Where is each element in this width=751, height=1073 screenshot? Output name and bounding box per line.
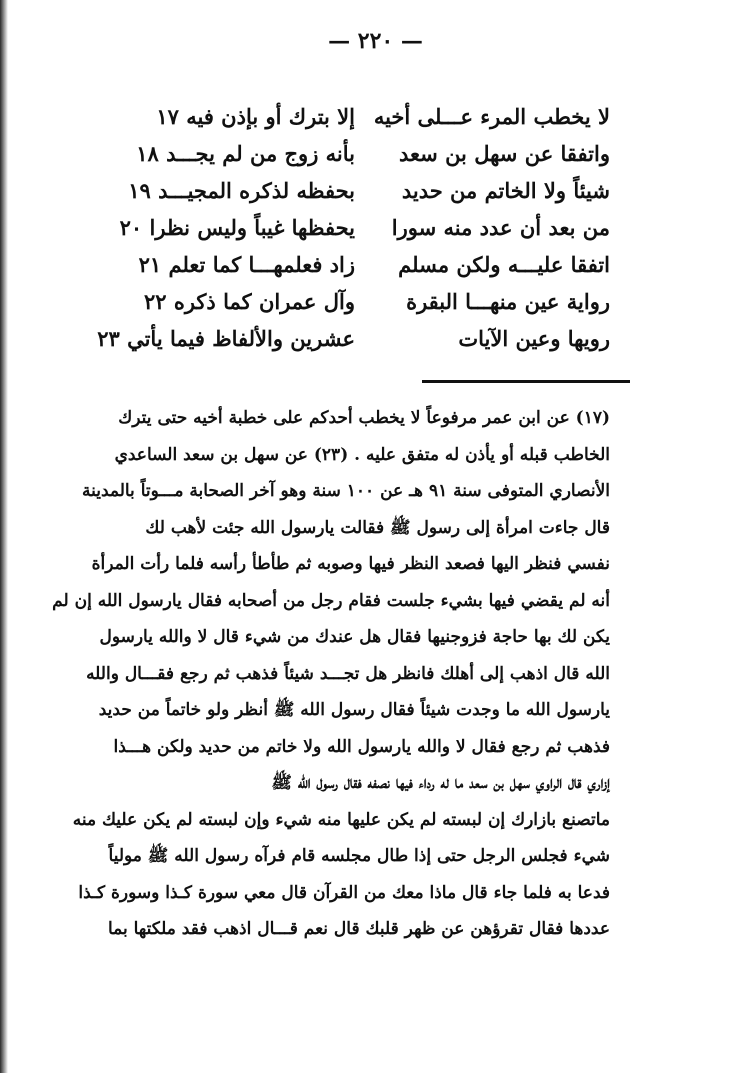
section-divider bbox=[422, 380, 630, 383]
note-line: فدعا به فلما جاء قال ماذا معك من القرآن قال معي سورة كـذا وسورة كـذا bbox=[78, 882, 610, 903]
note-line: أنه لم يقضي فيها بشيء جلست فقام رجل من أصحابه فقال يارسول الله إن لم bbox=[52, 590, 610, 611]
note-line: (١٧) عن ابن عمر مرفوعاً لا يخطب أحدكم على خطبة أخيه حتى يترك bbox=[118, 408, 610, 428]
poem-verse bbox=[110, 283, 610, 320]
poem-verse bbox=[110, 172, 610, 209]
note-line: شيء فجلس الرجل حتى إذا طال مجلسه قام فرآه رسول الله ﷺ مولياً bbox=[108, 846, 610, 866]
poem-verse bbox=[110, 209, 610, 246]
verse-first-hemistich: شيئاً ولا الخاتم من حديد bbox=[401, 178, 610, 203]
verse-second-hemistich: بحفظه لذكره المجيـــد ١٩ bbox=[128, 178, 355, 203]
commentary-notes bbox=[52, 400, 610, 948]
verse-first-hemistich: رواية عين منهـــا البقرة bbox=[406, 289, 610, 314]
verse-second-hemistich: يحفظها غيباً وليس نظرا ٢٠ bbox=[119, 215, 355, 240]
verse-first-hemistich: رويها وعين الآيات bbox=[458, 326, 610, 351]
verse-first-hemistich: اتفقا عليـــه ولكن مسلم bbox=[398, 252, 610, 277]
note-line: الله قال اذهب إلى أهلك فانظر هل تجـــد شيئاً فذهب ثم رجع فقـــال والله bbox=[86, 663, 610, 684]
verse-second-hemistich: وآل عمران كما ذكره ٢٢ bbox=[143, 289, 355, 314]
note-line: قال جاءت امرأة إلى رسول ﷺ فقالت يارسول الله جئت لأهب لك bbox=[145, 517, 610, 538]
verse-first-hemistich: لا يخطب المرء عـــلى أخيه bbox=[373, 104, 610, 129]
verse-second-hemistich: إلا بترك أو بإذن فيه ١٧ bbox=[156, 104, 355, 129]
note-line: يكن لك بها حاجة فزوجنيها فقال هل عندك من شيء قال لا والله يارسول bbox=[99, 627, 610, 647]
poem-verse bbox=[97, 320, 610, 357]
verse-second-hemistich: بأنه زوج من لم يجـــد ١٨ bbox=[136, 141, 355, 166]
note-line: نفسي فنظر اليها فصعد النظر فيها وصوبه ثم طأطأ رأسه فلما رأت المرأة bbox=[91, 554, 610, 574]
note-line: الأنصاري المتوفى سنة ٩١ هـ عن ١٠٠ سنة وهو آخر الصحابة مـــوتاً بالمدينة bbox=[81, 481, 610, 501]
poem-verse bbox=[110, 246, 610, 283]
page-number: — ٢٢٠ — bbox=[328, 28, 423, 54]
verse-first-hemistich: واتفقا عن سهل بن سعد bbox=[399, 141, 610, 166]
poem-verse bbox=[110, 135, 610, 172]
verse-second-hemistich: زاد فعلمهـــا كما تعلم ٢١ bbox=[138, 252, 355, 277]
page-edge-shadow bbox=[0, 0, 8, 1073]
note-line: إزاري قال الراوي سهل بن سعد ما له رداء فيها نصفه فقال رسول الله ﷺ bbox=[271, 773, 610, 793]
note-line: عددها فقال تقرؤهن عن ظهر قلبك قال نعم قـــال اذهب فقد ملكتها بما bbox=[107, 919, 610, 939]
poem-block bbox=[97, 98, 610, 357]
verse-first-hemistich: من بعد أن عدد منه سورا bbox=[391, 215, 610, 240]
verse-second-hemistich: عشرين والألفاظ فيما يأتي ٢٣ bbox=[97, 326, 355, 351]
poem-verse bbox=[110, 98, 610, 135]
note-line: ماتصنع بازارك إن لبسته لم يكن عليها منه شيء وإن لبسته لم يكن عليك منه bbox=[72, 809, 610, 830]
note-line: يارسول الله ما وجدت شيئاً فقال رسول الله ﷺ أنظر ولو خاتماً من حديد bbox=[98, 700, 610, 720]
note-line: فذهب ثم رجع فقال لا والله يارسول الله ولا خاتم من حديد ولكن هـــذا bbox=[113, 736, 610, 757]
note-line: الخاطب قبله أو يأذن له متفق عليه . (٢٣) عن سهل بن سعد الساعدي bbox=[114, 444, 610, 465]
